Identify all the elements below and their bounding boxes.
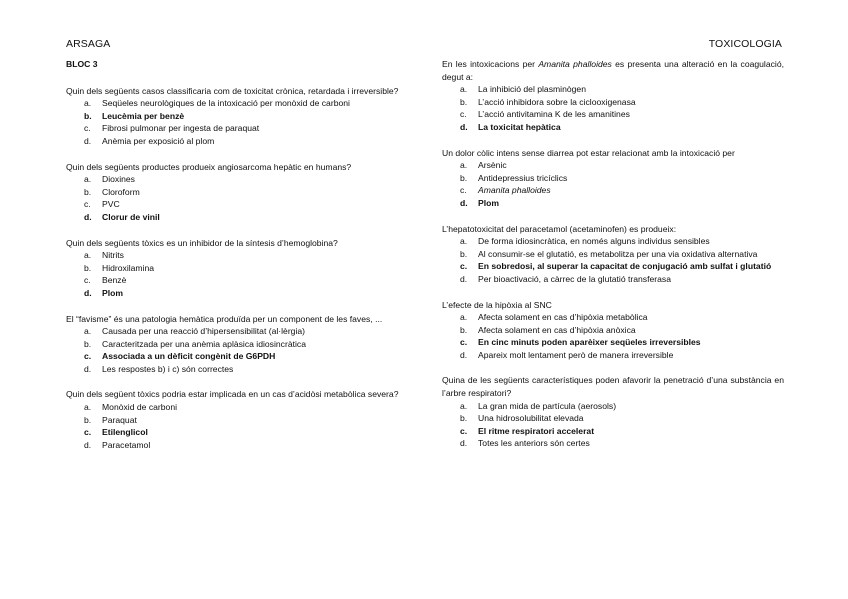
option-text: Anèmia per exposició al plom — [102, 135, 215, 146]
option-text: Paraquat — [102, 414, 137, 425]
option-text: Clorur de vinil — [102, 211, 160, 222]
option-letter: a. — [84, 250, 92, 261]
option-text: El ritme respiratori accelerat — [478, 425, 595, 436]
question-text: L’hepatotoxicitat del paracetamol (acetaminofen) es produeix: — [442, 223, 677, 234]
option — [442, 437, 784, 450]
option-letter: c. — [460, 425, 468, 436]
option-letter: c. — [84, 275, 91, 286]
question — [66, 237, 408, 300]
question-text: L’efecte de la hipòxia al SNC — [442, 299, 552, 310]
question — [442, 223, 784, 286]
option-letter: d. — [84, 211, 92, 222]
option-letter: d. — [460, 197, 468, 208]
option — [66, 173, 408, 186]
option-letter: b. — [84, 262, 92, 273]
options-list — [66, 97, 408, 147]
option-text: Cloroform — [102, 186, 140, 197]
option-letter: b. — [460, 248, 468, 259]
option-letter: c. — [84, 199, 91, 210]
option — [442, 248, 784, 261]
option — [66, 262, 408, 275]
option-text: Plom — [102, 287, 124, 298]
option-letter: c. — [460, 337, 468, 348]
question — [66, 161, 408, 224]
option-letter: d. — [460, 121, 468, 132]
option-correct — [442, 121, 784, 134]
option — [66, 338, 408, 351]
option-letter: d. — [84, 287, 92, 298]
option-text: Seqüeles neurològiques de la intoxicació per monòxid de carboni — [102, 98, 350, 109]
option-text: L’acció antivitamina K de les amanitines — [478, 109, 630, 120]
option-letter: a. — [84, 402, 92, 413]
option-text: Leucèmia per benzè — [102, 110, 185, 121]
option-text: Fibrosi pulmonar per ingesta de paraquat — [102, 123, 260, 134]
option — [66, 363, 408, 376]
question-text — [442, 58, 784, 83]
option-text: En sobredosi, al superar la capacitat de conjugació amb sulfat i glutatió — [478, 261, 772, 272]
option-text: Dioxines — [102, 174, 135, 185]
option-letter: a. — [84, 326, 92, 337]
option-letter: c. — [84, 123, 91, 134]
header-right: TOXICOLOGIA — [708, 38, 782, 50]
question — [442, 374, 784, 450]
option-letter: b. — [84, 338, 92, 349]
option — [66, 414, 408, 427]
option-letter: b. — [84, 110, 92, 121]
question-text: Quin dels següents productes produeix angiosarcoma hepàtic en humans? — [66, 161, 352, 172]
option-text: Caracteritzada per una anèmia aplàsica idiosincràtica — [102, 338, 306, 349]
option — [442, 108, 784, 121]
option-letter: a. — [460, 236, 468, 247]
option-text: Nitrits — [102, 250, 124, 261]
option-text: Per bioactivació, a càrrec de la glutatió transferasa — [478, 273, 671, 284]
options-list — [66, 401, 408, 451]
options-list — [442, 159, 784, 209]
options-list — [66, 173, 408, 223]
question-text-italic: Amanita phalloides — [538, 59, 612, 69]
option — [442, 96, 784, 109]
option — [442, 400, 784, 413]
option-letter: b. — [460, 172, 468, 183]
option-letter: d. — [84, 363, 92, 374]
option — [442, 311, 784, 324]
option — [66, 401, 408, 414]
option-letter: b. — [460, 413, 468, 424]
option-letter: a. — [84, 98, 92, 109]
option-letter: c. — [460, 261, 468, 272]
left-column — [66, 58, 408, 464]
question — [66, 313, 408, 376]
option-text: Paracetamol — [102, 439, 151, 450]
options-list — [442, 400, 784, 450]
option-correct — [442, 197, 784, 210]
option-text: PVC — [102, 199, 120, 210]
question-text-part: En les intoxicacions per — [442, 59, 539, 69]
option-text: Antidepressius tricíclics — [478, 172, 568, 183]
option-text: Associada a un dèficit congènit de G6PDH — [102, 351, 276, 362]
option — [66, 97, 408, 110]
question — [442, 147, 784, 210]
question-text: Quina de les següents característiques poden afavorir la penetració d’una substància en l’arbre respiratori? — [442, 375, 784, 399]
option-text: Causada per una reacció d’hipersensibilitat (al·lèrgia) — [102, 326, 306, 337]
option-correct — [442, 260, 784, 273]
option-letter: c. — [460, 109, 467, 120]
options-list — [442, 83, 784, 133]
option-letter: c. — [84, 351, 92, 362]
option-text: Totes les anteriors són certes — [478, 438, 590, 449]
option-text: Apareix molt lentament però de manera irreversible — [478, 349, 674, 360]
option — [66, 198, 408, 211]
option-correct — [66, 350, 408, 363]
option-letter: d. — [460, 349, 468, 360]
option-text: Al consumir-se el glutatió, es metabolitza per una via oxidativa alternativa — [478, 248, 758, 259]
option-text: Arsènic — [478, 160, 507, 171]
option-text: Les respostes b) i c) són correctes — [102, 363, 234, 374]
option — [442, 324, 784, 337]
option-text: Monòxid de carboni — [102, 402, 178, 413]
section-title: BLOC 3 — [66, 59, 98, 69]
option-letter: b. — [460, 324, 468, 335]
option-text: La toxicitat hepàtica — [478, 121, 561, 132]
option-correct — [442, 425, 784, 438]
option-correct — [66, 426, 408, 439]
option-text: Benzè — [102, 275, 127, 286]
options-list — [442, 235, 784, 285]
option-letter: d. — [460, 273, 468, 284]
option-letter: a. — [460, 84, 468, 95]
option-text: Afecta solament en cas d’hipòxia anòxica — [478, 324, 636, 335]
question-text: Quin dels següents casos classificaria com de toxicitat crònica, retardada i irreversible? — [66, 85, 399, 96]
option-correct — [442, 336, 784, 349]
option — [66, 186, 408, 199]
option — [66, 325, 408, 338]
question — [442, 58, 784, 134]
option-letter: a. — [460, 312, 468, 323]
option-letter: b. — [84, 186, 92, 197]
right-column — [442, 58, 784, 463]
option-text: La inhibició del plasminògen — [478, 84, 586, 95]
option-text: Etilenglicol — [102, 427, 148, 438]
options-list — [66, 249, 408, 299]
question-text-part: es presenta una alteració en la coagulació, degut a: — [442, 59, 784, 82]
question-text: Quin dels següents tòxics es un inhibidor de la síntesis d’hemoglobina? — [66, 237, 338, 248]
option-text: La gran mida de partícula (aerosols) — [478, 400, 617, 411]
option-letter: a. — [460, 400, 468, 411]
option-letter: c. — [460, 185, 467, 196]
option — [66, 135, 408, 148]
option — [442, 83, 784, 96]
option-text: Una hidrosolubilitat elevada — [478, 413, 584, 424]
option-letter: c. — [84, 427, 92, 438]
option-text: Afecta solament en cas d’hipòxia metabòlica — [478, 312, 648, 323]
question — [442, 299, 784, 362]
option-text: Hidroxilamina — [102, 262, 155, 273]
option — [66, 274, 408, 287]
option — [442, 184, 784, 197]
option-letter: b. — [84, 414, 92, 425]
option — [442, 235, 784, 248]
question — [66, 388, 408, 451]
option-text: De forma idiosincràtica, en només alguns individus sensibles — [478, 236, 710, 247]
option — [66, 439, 408, 452]
question-text: Un dolor còlic intens sense diarrea pot estar relacionat amb la intoxicació per — [442, 147, 735, 158]
option-text: En cinc minuts poden aparèixer seqüeles irreversibles — [478, 337, 701, 348]
question-text: Quin dels següent tòxics podria estar implicada en un cas d’acidòsi metabòlica severa? — [66, 389, 399, 400]
option — [442, 172, 784, 185]
option-letter: d. — [460, 438, 468, 449]
options-list — [442, 311, 784, 361]
option-text: L’acció inhibidora sobre la ciclooxigenasa — [478, 96, 636, 107]
header-left: ARSAGA — [66, 38, 111, 50]
option-letter: d. — [84, 135, 92, 146]
option-text: Plom — [478, 197, 500, 208]
option-letter: b. — [460, 96, 468, 107]
option-letter: a. — [460, 160, 468, 171]
option-correct — [66, 287, 408, 300]
options-list — [66, 325, 408, 375]
question — [66, 85, 408, 148]
option — [442, 349, 784, 362]
option — [66, 249, 408, 262]
option-correct — [66, 211, 408, 224]
option-letter: d. — [84, 439, 92, 450]
question-text: El “favisme” és una patologia hemàtica produïda per un component de les faves, ... — [66, 313, 383, 324]
option — [66, 122, 408, 135]
option-correct — [66, 110, 408, 123]
option — [442, 273, 784, 286]
option — [442, 412, 784, 425]
option-text: Amanita phalloides — [478, 185, 551, 196]
option-letter: a. — [84, 174, 92, 185]
option — [442, 159, 784, 172]
